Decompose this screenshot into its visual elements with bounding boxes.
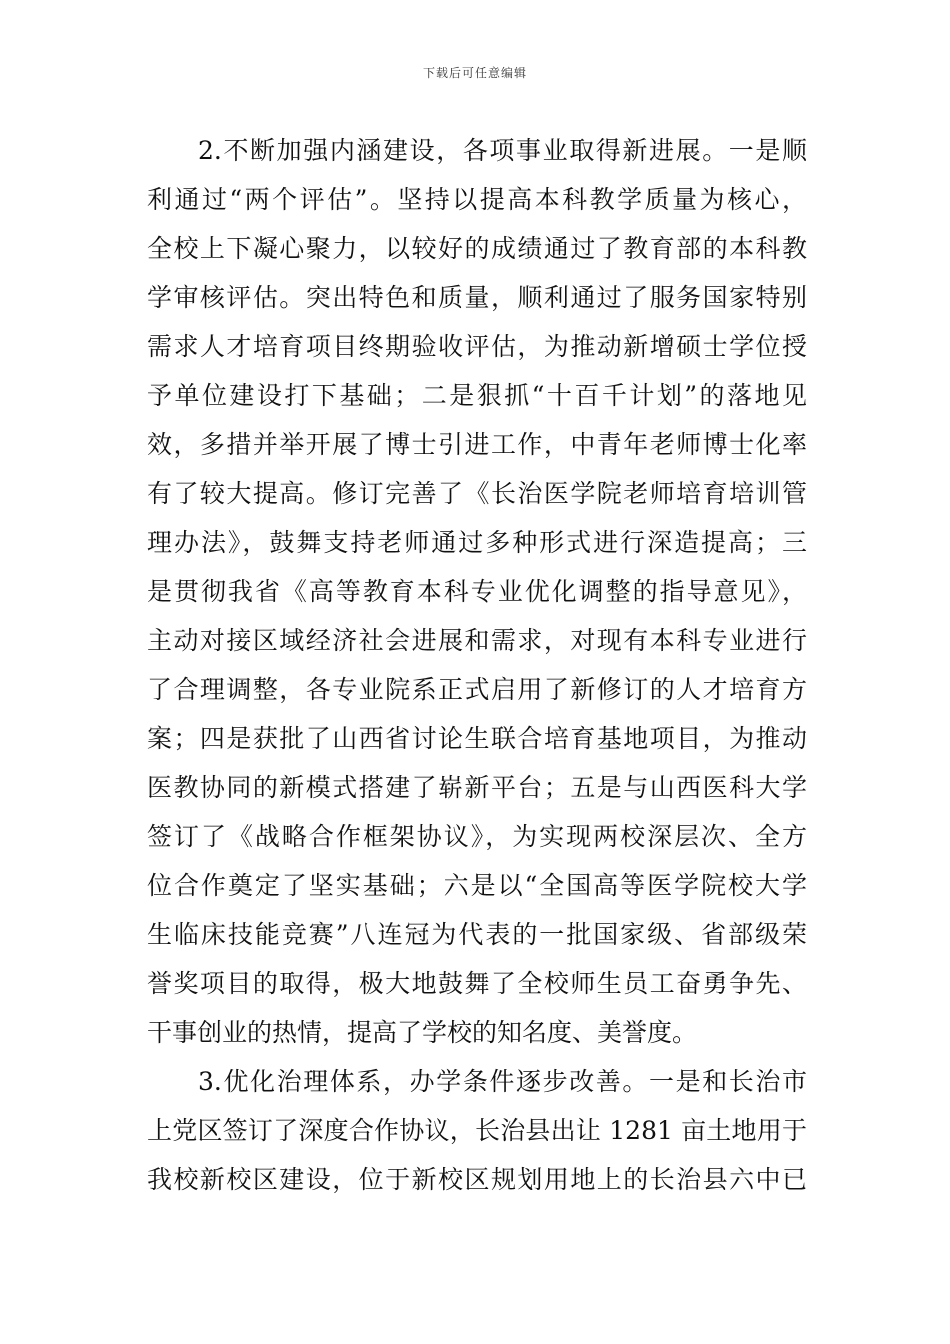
paragraph-line: 学审核评估。突出特色和质量，顺利通过了服务国家特别: [147, 283, 807, 312]
paragraph-line: 位合作奠定了坚实基础；六是以“全国高等医学院校大学: [147, 871, 807, 900]
paragraph-line: 了合理调整，各专业院系正式启用了新修订的人才培育方: [147, 675, 807, 704]
paragraph-line: 是贯彻我省《高等教育本科专业优化调整的指导意见》，: [147, 577, 807, 606]
paragraph-line: 需求人才培育项目终期验收评估，为推动新增硕士学位授: [147, 332, 807, 361]
paragraph-line: 上党区签订了深度合作协议，长治县出让 1281 亩土地用于: [147, 1116, 807, 1145]
paragraph-line: 签订了《战略合作框架协议》，为实现两校深层次、全方: [147, 822, 807, 851]
paragraph-line: 生临床技能竞赛”八连冠为代表的一批国家级、省部级荣: [147, 920, 807, 949]
paragraph-line: 效，多措并举开展了博士引进工作，中青年老师博士化率: [147, 430, 807, 459]
paragraph-line: 我校新校区建设，位于新校区规划用地上的长治县六中已: [147, 1165, 807, 1194]
paragraph-3: [147, 1057, 807, 1204]
paragraph-line: 利通过“两个评估”。坚持以提高本科教学质量为核心，: [147, 185, 807, 214]
paragraph-line: 3.优化治理体系，办学条件逐步改善。一是和长治市: [198, 1067, 807, 1096]
header-note: 下载后可任意编辑: [422, 66, 527, 80]
paragraph-line: 理办法》，鼓舞支持老师通过多种形式进行深造提高；三: [147, 528, 807, 557]
body-text: [147, 126, 807, 1204]
paragraph-line: 2.不断加强内涵建设，各项事业取得新进展。一是顺: [198, 136, 807, 165]
paragraph-line: 主动对接区域经济社会进展和需求，对现有本科专业进行: [147, 626, 807, 655]
paragraph-line: 医教协同的新模式搭建了崭新平台；五是与山西医科大学: [147, 773, 807, 802]
paragraph-line: 全校上下凝心聚力，以较好的成绩通过了教育部的本科教: [147, 234, 807, 263]
paragraph-line: 有了较大提高。修订完善了《长治医学院老师培育培训管: [147, 479, 807, 508]
paragraph-line: 干事创业的热情，提高了学校的知名度、美誉度。: [147, 1018, 698, 1047]
paragraph-line: 予单位建设打下基础；二是狠抓“十百千计划”的落地见: [147, 381, 807, 410]
paragraph-line: 誉奖项目的取得，极大地鼓舞了全校师生员工奋勇争先、: [147, 969, 807, 998]
paragraph-line: 案；四是获批了山西省讨论生联合培育基地项目，为推动: [147, 724, 807, 753]
paragraph-2: [147, 126, 807, 1057]
